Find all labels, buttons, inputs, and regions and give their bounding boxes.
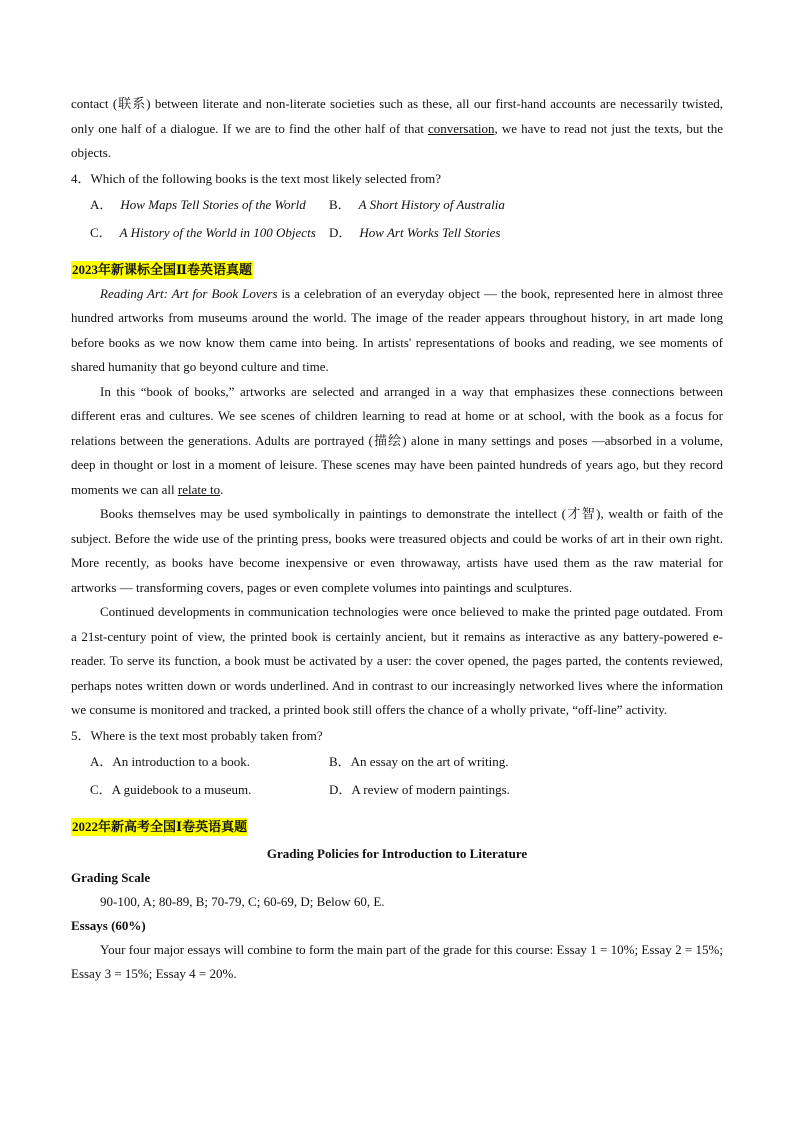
question-5-stem: 5．Where is the text most probably taken from? <box>71 727 323 743</box>
carryover-paragraph: contact (联系) between literate and non-literate societies such as these, all our first-hand accounts are necessarily twisted, only one half of a dialogue. If we are to find the other half of that conversation, we have to read not just the texts, but the objects. <box>71 96 723 160</box>
underlined-word: conversation <box>428 120 495 136</box>
section-tag-2023: 2023年新课标全国Ⅱ卷英语真题 <box>72 261 252 277</box>
paragraph-1: Reading Art: Art for Book Lovers is a celebration of an everyday object — the book, represented here in almost three hundred artworks from museums around the world. The image of the reader appears throughout history, in art made long before books as we now know them came into being. In artists' representations of books and reading, we see moments of shared humanity that go beyond culture and time. <box>71 285 723 374</box>
grading-scale-text: 90-100, A; 80-89, B; 70-79, C; 60-69, D; Below 60, E. <box>100 893 385 909</box>
option-a: A． How Maps Tell Stories of the World <box>90 196 306 212</box>
paragraph-4: Continued developments in communication technologies were once believed to make the printed page outdated. From a 21st-century point of view, the printed book is certainly ancient, but it remains as interactive as any battery-powered e-reader. To serve its function, a book must be activated by a user: the cover opened, the pages parted, the contents reviewed, perhaps notes written down or words underlined. And in contrast to our increasingly networked lives where the information we consume is monitored and tracked, a printed book still offers the chance of a wholly private, “off-line” activity. <box>71 604 723 717</box>
paragraph-2: In this “book of books,” artworks are selected and arranged in a way that emphasizes these connections between different eras and cultures. We see scenes of children learning to read at home or at school, with the book as a focus for relations between the generations. Adults are portrayed (描绘) alone in many settings and poses —absorbed in a volume, deep in thought or lost in a moment of leisure. These scenes may have been painted hundreds of years ago, but they record moments we can all relate to. <box>71 383 723 497</box>
option-c: C．A guidebook to a museum. <box>90 781 252 797</box>
option-d: D． How Art Works Tell Stories <box>329 224 501 240</box>
heading-grading-scale: Grading Scale <box>71 869 151 885</box>
book-title: Reading Art: Art for Book Lovers <box>100 285 278 301</box>
passage-title: Grading Policies for Introduction to Literature <box>266 845 528 861</box>
heading-essays: Essays (60%) <box>71 917 146 933</box>
question-5-options-row-1 <box>71 748 723 776</box>
section-tag-2022: 2022年新高考全国Ⅰ卷英语真题 <box>72 818 248 834</box>
question-4-options-row-2 <box>71 219 723 247</box>
option-b: B．An essay on the art of writing. <box>329 753 509 769</box>
question-4-stem: 4．Which of the following books is the text most likely selected from? <box>71 170 442 186</box>
underlined-phrase: relate to <box>177 481 221 497</box>
essays-paragraph: Your four major essays will combine to form the main part of the grade for this course: Essay 1 = 10%; Essay 2 = 15%; Essay 3 = 15%; Essay 4 = 20%. <box>71 941 723 981</box>
option-a: A．An introduction to a book. <box>90 753 250 769</box>
question-4-options-row-1 <box>71 191 723 219</box>
option-d: D．A review of modern paintings. <box>329 781 510 797</box>
question-5-options-row-2 <box>71 776 723 804</box>
option-b: B． A Short History of Australia <box>329 196 505 212</box>
document-page <box>71 92 723 987</box>
option-c: C． A History of the World in 100 Objects <box>90 224 316 240</box>
paragraph-3: Books themselves may be used symbolically in paintings to demonstrate the intellect (才智), wealth or faith of the subject. Before the wide use of the printing press, books were treasured objects and could be works of art in their own right. More recently, as books have become inexpensive or even throwaway, artists have used them as the raw material for artworks — transforming covers, pages or even complete volumes into paintings and sculptures. <box>71 506 723 595</box>
